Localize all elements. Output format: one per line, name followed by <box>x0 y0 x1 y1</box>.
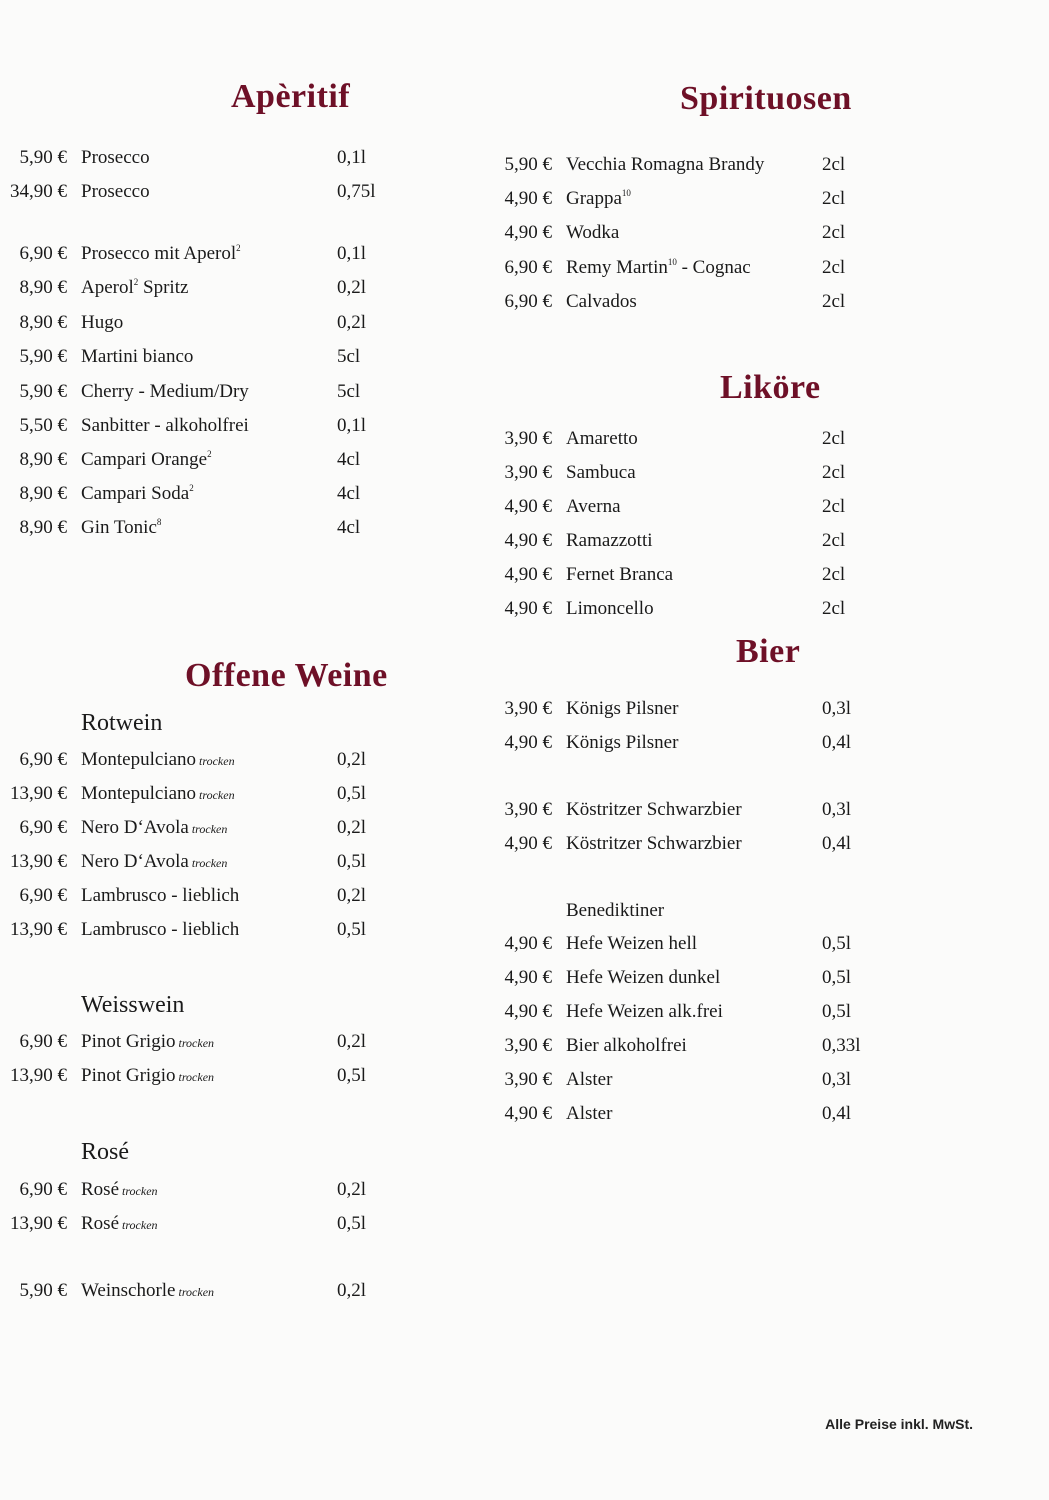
item-name-text: Grappa <box>566 188 622 209</box>
item-price: 4,90 € <box>504 188 552 209</box>
item-name <box>81 1179 158 1201</box>
item-price: 6,90 € <box>19 817 67 838</box>
item-price: 3,90 € <box>504 1035 552 1056</box>
item-price: 6,90 € <box>19 749 67 770</box>
item-price: 5,90 € <box>19 147 67 168</box>
item-name-text: Averna <box>566 496 621 517</box>
item-quantity: 0,75l <box>337 181 376 202</box>
section-title-spirituosen: Spirituosen <box>680 80 852 117</box>
item-quantity: 0,2l <box>337 312 367 333</box>
item-quantity: 2cl <box>822 598 846 619</box>
item-name <box>81 919 239 941</box>
item-name <box>566 933 697 955</box>
section-title-bier: Bier <box>736 633 801 670</box>
item-note: trocken <box>178 1036 215 1050</box>
item-price: 13,90 € <box>10 919 67 940</box>
item-name-text: Sambuca <box>566 462 636 483</box>
footnote-marker: 2 <box>207 449 212 459</box>
item-name <box>81 1213 158 1235</box>
item-note: trocken <box>178 1285 215 1299</box>
item-name-suffix: Spritz <box>138 277 189 298</box>
item-name-text: Prosecco <box>81 147 150 168</box>
item-name-text: Pinot Grigio <box>81 1065 176 1086</box>
item-quantity: 0,4l <box>822 1103 852 1124</box>
item-price: 34,90 € <box>10 181 67 202</box>
item-name <box>81 817 227 839</box>
item-name <box>566 598 654 620</box>
footnote-marker: 2 <box>236 243 241 253</box>
item-quantity: 0,2l <box>337 749 367 770</box>
item-name-text: Prosecco mit Aperol <box>81 243 237 264</box>
footer-note: Alle Preise inkl. MwSt. <box>825 1416 973 1432</box>
item-quantity: 0,2l <box>337 277 367 298</box>
item-name-text: Königs Pilsner <box>566 698 679 719</box>
item-price: 13,90 € <box>10 851 67 872</box>
item-name-text: Campari Soda <box>81 483 190 504</box>
item-quantity: 0,2l <box>337 1179 367 1200</box>
item-note: trocken <box>199 788 235 802</box>
item-price: 5,50 € <box>19 415 67 436</box>
item-name <box>566 257 751 279</box>
item-quantity: 0,33l <box>822 1035 861 1056</box>
item-price: 6,90 € <box>504 257 552 278</box>
item-name-text: Alster <box>566 1103 613 1124</box>
item-price: 13,90 € <box>10 1213 67 1234</box>
footnote-marker: 2 <box>189 483 194 493</box>
item-name-text: Cherry - Medium/Dry <box>81 381 249 402</box>
item-quantity: 0,1l <box>337 243 367 264</box>
item-quantity: 0,5l <box>822 967 852 988</box>
item-price: 6,90 € <box>19 1179 67 1200</box>
footnote-marker: 10 <box>667 257 677 267</box>
item-quantity: 0,2l <box>337 885 367 906</box>
item-name-text: Gin Tonic <box>81 517 157 538</box>
item-price: 13,90 € <box>10 783 67 804</box>
item-quantity: 0,4l <box>822 833 852 854</box>
item-name <box>81 517 161 539</box>
item-quantity: 0,4l <box>822 732 852 753</box>
item-name-text: Hefe Weizen alk.frei <box>566 1001 723 1022</box>
section-title-offene-weine: Offene Weine <box>185 657 388 694</box>
item-price: 3,90 € <box>504 799 552 820</box>
item-name <box>81 1280 214 1302</box>
item-name <box>566 462 636 484</box>
item-quantity: 4cl <box>337 517 361 538</box>
item-price: 6,90 € <box>19 1031 67 1052</box>
section-title-aperitif: Apèritif <box>231 78 351 115</box>
item-name-text: Campari Orange <box>81 449 208 470</box>
item-quantity: 5cl <box>337 346 361 367</box>
item-name <box>81 147 150 169</box>
item-name-text: Köstritzer Schwarzbier <box>566 833 742 854</box>
item-name-text: Hugo <box>81 312 124 333</box>
item-name-text: Königs Pilsner <box>566 732 679 753</box>
item-name <box>566 291 637 313</box>
item-note: trocken <box>122 1218 158 1232</box>
item-name-text: Hefe Weizen hell <box>566 933 698 954</box>
footnote-marker: 2 <box>133 277 139 287</box>
subsection-title-weisswein: Weisswein <box>81 992 185 1018</box>
item-quantity: 2cl <box>822 564 846 585</box>
item-price: 5,90 € <box>504 154 552 175</box>
item-name <box>81 1065 214 1087</box>
item-name-text: Limoncello <box>566 598 654 619</box>
item-name <box>566 188 631 210</box>
item-quantity: 2cl <box>822 496 846 517</box>
item-name <box>566 496 621 518</box>
item-price: 4,90 € <box>504 1103 552 1124</box>
item-price: 8,90 € <box>19 277 67 298</box>
item-name <box>566 732 678 754</box>
item-price: 4,90 € <box>504 1001 552 1022</box>
item-name <box>566 154 764 176</box>
item-quantity: 0,5l <box>337 1213 367 1234</box>
item-quantity: 4cl <box>337 449 361 470</box>
item-name-text: Remy Martin <box>566 257 668 278</box>
item-quantity: 0,1l <box>337 415 367 436</box>
item-quantity: 2cl <box>822 291 846 312</box>
item-price: 4,90 € <box>504 933 552 954</box>
item-note: trocken <box>191 822 228 836</box>
item-price: 6,90 € <box>19 243 67 264</box>
item-name <box>81 749 235 771</box>
item-name <box>81 483 194 505</box>
item-name-text: Weinschorle <box>81 1280 176 1301</box>
item-price: 3,90 € <box>504 428 552 449</box>
item-name-text: Vecchia Romagna Brandy <box>566 154 765 175</box>
item-note: trocken <box>178 1070 215 1084</box>
item-name-text: Rosé <box>81 1179 119 1200</box>
item-price: 4,90 € <box>504 222 552 243</box>
item-price: 3,90 € <box>504 698 552 719</box>
item-price: 8,90 € <box>19 517 67 538</box>
item-quantity: 0,3l <box>822 799 852 820</box>
item-price: 5,90 € <box>19 346 67 367</box>
item-quantity: 0,5l <box>337 851 367 872</box>
item-quantity: 5cl <box>337 381 361 402</box>
item-name-text: Montepulciano <box>81 749 197 770</box>
subsection-title-rose: Rosé <box>81 1139 129 1165</box>
item-price: 4,90 € <box>504 598 552 619</box>
item-name <box>81 449 212 471</box>
item-name <box>81 312 123 334</box>
item-name <box>566 1001 723 1023</box>
item-quantity: 2cl <box>822 257 846 278</box>
item-name <box>81 1031 214 1053</box>
section-title-likoere: Liköre <box>720 369 821 406</box>
item-quantity: 2cl <box>822 428 846 449</box>
item-price: 6,90 € <box>19 885 67 906</box>
item-name <box>81 277 188 299</box>
item-quantity: 0,3l <box>822 698 852 719</box>
item-price: 4,90 € <box>504 564 552 585</box>
item-quantity: 2cl <box>822 188 846 209</box>
item-price: 3,90 € <box>504 462 552 483</box>
item-name <box>81 381 249 403</box>
item-name-text: Montepulciano <box>81 783 197 804</box>
item-quantity: 0,5l <box>822 1001 852 1022</box>
item-price: 13,90 € <box>10 1065 67 1086</box>
item-name-text: Bier alkoholfrei <box>566 1035 687 1056</box>
item-quantity: 0,5l <box>822 933 852 954</box>
item-quantity: 2cl <box>822 154 846 175</box>
item-name-text: Rosé <box>81 1213 119 1234</box>
item-quantity: 0,2l <box>337 1280 367 1301</box>
item-name-text: Amaretto <box>566 428 638 449</box>
item-name-text: Pinot Grigio <box>81 1031 176 1052</box>
item-name <box>566 530 653 552</box>
item-name-text: Köstritzer Schwarzbier <box>566 799 742 820</box>
item-name-text: Fernet Branca <box>566 564 674 585</box>
item-name <box>81 243 241 265</box>
item-price: 4,90 € <box>504 496 552 517</box>
item-name-suffix: - Cognac <box>676 257 751 278</box>
item-price: 5,90 € <box>19 381 67 402</box>
item-quantity: 2cl <box>822 530 846 551</box>
item-name-text: Lambrusco - lieblich <box>81 885 240 906</box>
item-name-text: Nero D‘Avola <box>81 851 189 872</box>
item-name <box>81 851 227 873</box>
item-name <box>566 222 619 244</box>
item-note: trocken <box>122 1184 158 1198</box>
item-price: 4,90 € <box>504 732 552 753</box>
item-name <box>81 415 249 437</box>
item-name-text: Ramazzotti <box>566 530 653 551</box>
item-name <box>566 1035 687 1057</box>
item-quantity: 2cl <box>822 222 846 243</box>
item-quantity: 2cl <box>822 462 846 483</box>
item-name <box>81 885 239 907</box>
item-name-text: Wodka <box>566 222 620 243</box>
item-name-text: Lambrusco - lieblich <box>81 919 240 940</box>
item-name-text: Prosecco <box>81 181 150 202</box>
item-name <box>81 783 235 805</box>
item-name <box>566 799 742 821</box>
item-name-text: Nero D‘Avola <box>81 817 189 838</box>
item-name <box>566 428 638 450</box>
item-price: 4,90 € <box>504 530 552 551</box>
item-quantity: 0,5l <box>337 1065 367 1086</box>
item-quantity: 0,5l <box>337 783 367 804</box>
item-quantity: 0,2l <box>337 1031 367 1052</box>
item-name-text: Martini bianco <box>81 346 194 367</box>
item-price: 3,90 € <box>504 1069 552 1090</box>
footnote-marker: 8 <box>156 517 162 527</box>
item-name-text: Calvados <box>566 291 637 312</box>
item-name <box>566 698 678 720</box>
subsection-title-rotwein: Rotwein <box>81 710 163 736</box>
item-quantity: 0,2l <box>337 817 367 838</box>
item-name <box>566 564 673 586</box>
item-price: 4,90 € <box>504 967 552 988</box>
item-quantity: 0,3l <box>822 1069 852 1090</box>
item-price: 8,90 € <box>19 449 67 470</box>
item-note: trocken <box>199 754 235 768</box>
item-name-text: Alster <box>566 1069 613 1090</box>
item-quantity: 4cl <box>337 483 361 504</box>
item-price: 8,90 € <box>19 483 67 504</box>
item-price: 5,90 € <box>19 1280 67 1301</box>
item-name <box>566 1069 612 1091</box>
item-name <box>81 181 150 203</box>
item-name <box>566 833 742 855</box>
item-price: 4,90 € <box>504 833 552 854</box>
item-name-text: Sanbitter - alkoholfrei <box>81 415 249 436</box>
item-quantity: 0,1l <box>337 147 367 168</box>
item-price: 6,90 € <box>504 291 552 312</box>
item-price: 8,90 € <box>19 312 67 333</box>
item-name <box>566 1103 612 1125</box>
footnote-marker: 10 <box>621 188 631 198</box>
item-quantity: 0,5l <box>337 919 367 940</box>
item-name-text: Aperol <box>81 277 134 298</box>
item-note: trocken <box>191 856 228 870</box>
item-name <box>81 346 193 368</box>
item-name <box>566 967 720 989</box>
item-name-text: Hefe Weizen dunkel <box>566 967 721 988</box>
